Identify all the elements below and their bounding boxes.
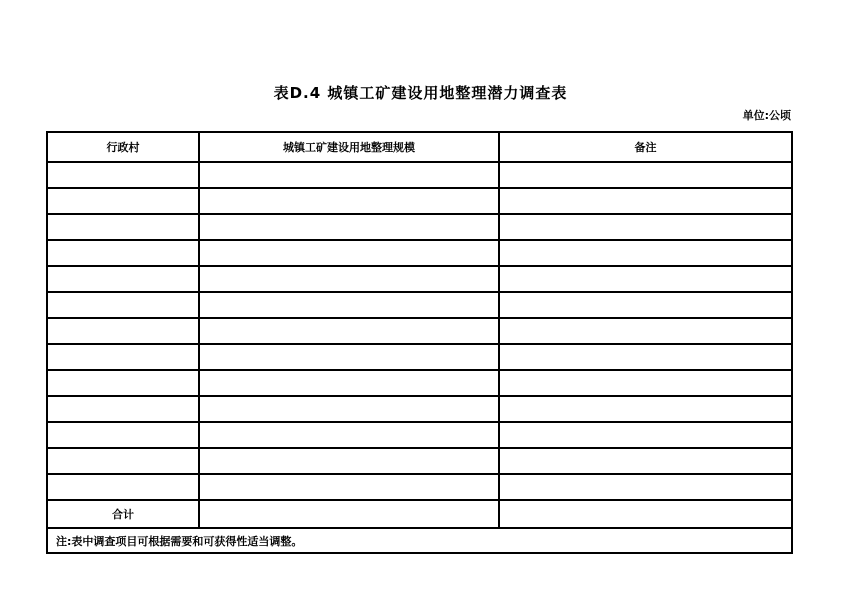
table-row bbox=[47, 240, 792, 266]
table-row bbox=[47, 318, 792, 344]
table-row bbox=[47, 448, 792, 474]
empty-cell bbox=[47, 370, 199, 396]
empty-cell bbox=[499, 370, 792, 396]
empty-cell bbox=[199, 266, 499, 292]
empty-cell bbox=[199, 422, 499, 448]
empty-cell bbox=[199, 240, 499, 266]
unit-label: 单位:公顷 bbox=[742, 109, 791, 122]
empty-cell bbox=[499, 448, 792, 474]
footnote-row bbox=[47, 528, 792, 553]
table-row bbox=[47, 292, 792, 318]
total-remarks-cell bbox=[499, 500, 792, 528]
empty-cell bbox=[47, 188, 199, 214]
empty-cell bbox=[499, 214, 792, 240]
empty-cell bbox=[199, 474, 499, 500]
header-consolidation-scale: 城镇工矿建设用地整理规模 bbox=[199, 132, 499, 162]
table-row bbox=[47, 344, 792, 370]
empty-cell bbox=[199, 162, 499, 188]
table-body bbox=[47, 162, 792, 500]
total-row bbox=[47, 500, 792, 528]
empty-cell bbox=[499, 422, 792, 448]
table-row bbox=[47, 162, 792, 188]
header-remarks: 备注 bbox=[499, 132, 792, 162]
empty-cell bbox=[47, 396, 199, 422]
empty-cell bbox=[47, 266, 199, 292]
empty-cell bbox=[47, 318, 199, 344]
header-admin-village: 行政村 bbox=[47, 132, 199, 162]
empty-cell bbox=[47, 422, 199, 448]
table-row bbox=[47, 188, 792, 214]
empty-cell bbox=[47, 214, 199, 240]
empty-cell bbox=[499, 240, 792, 266]
table-row bbox=[47, 370, 792, 396]
table-row bbox=[47, 422, 792, 448]
empty-cell bbox=[47, 292, 199, 318]
empty-cell bbox=[199, 448, 499, 474]
empty-cell bbox=[47, 240, 199, 266]
footnote-cell: 注:表中调查项目可根据需要和可获得性适当调整。 bbox=[47, 528, 792, 553]
total-scale-cell bbox=[199, 500, 499, 528]
empty-cell bbox=[499, 292, 792, 318]
empty-cell bbox=[199, 396, 499, 422]
empty-cell bbox=[199, 214, 499, 240]
empty-cell bbox=[499, 318, 792, 344]
empty-cell bbox=[499, 162, 792, 188]
empty-cell bbox=[499, 266, 792, 292]
empty-cell bbox=[499, 188, 792, 214]
empty-cell bbox=[199, 292, 499, 318]
empty-cell bbox=[47, 162, 199, 188]
empty-cell bbox=[47, 344, 199, 370]
empty-cell bbox=[499, 474, 792, 500]
empty-cell bbox=[199, 318, 499, 344]
table-row bbox=[47, 266, 792, 292]
empty-cell bbox=[199, 188, 499, 214]
empty-cell bbox=[47, 474, 199, 500]
page-title: 表D.4 城镇工矿建设用地整理潜力调查表 bbox=[273, 84, 568, 102]
empty-cell bbox=[199, 344, 499, 370]
survey-table bbox=[46, 131, 793, 554]
empty-cell bbox=[47, 448, 199, 474]
total-label-cell: 合计 bbox=[47, 500, 199, 528]
table-row bbox=[47, 474, 792, 500]
table-row bbox=[47, 396, 792, 422]
table-header-row bbox=[47, 132, 792, 162]
empty-cell bbox=[499, 344, 792, 370]
table-row bbox=[47, 214, 792, 240]
empty-cell bbox=[199, 370, 499, 396]
empty-cell bbox=[499, 396, 792, 422]
